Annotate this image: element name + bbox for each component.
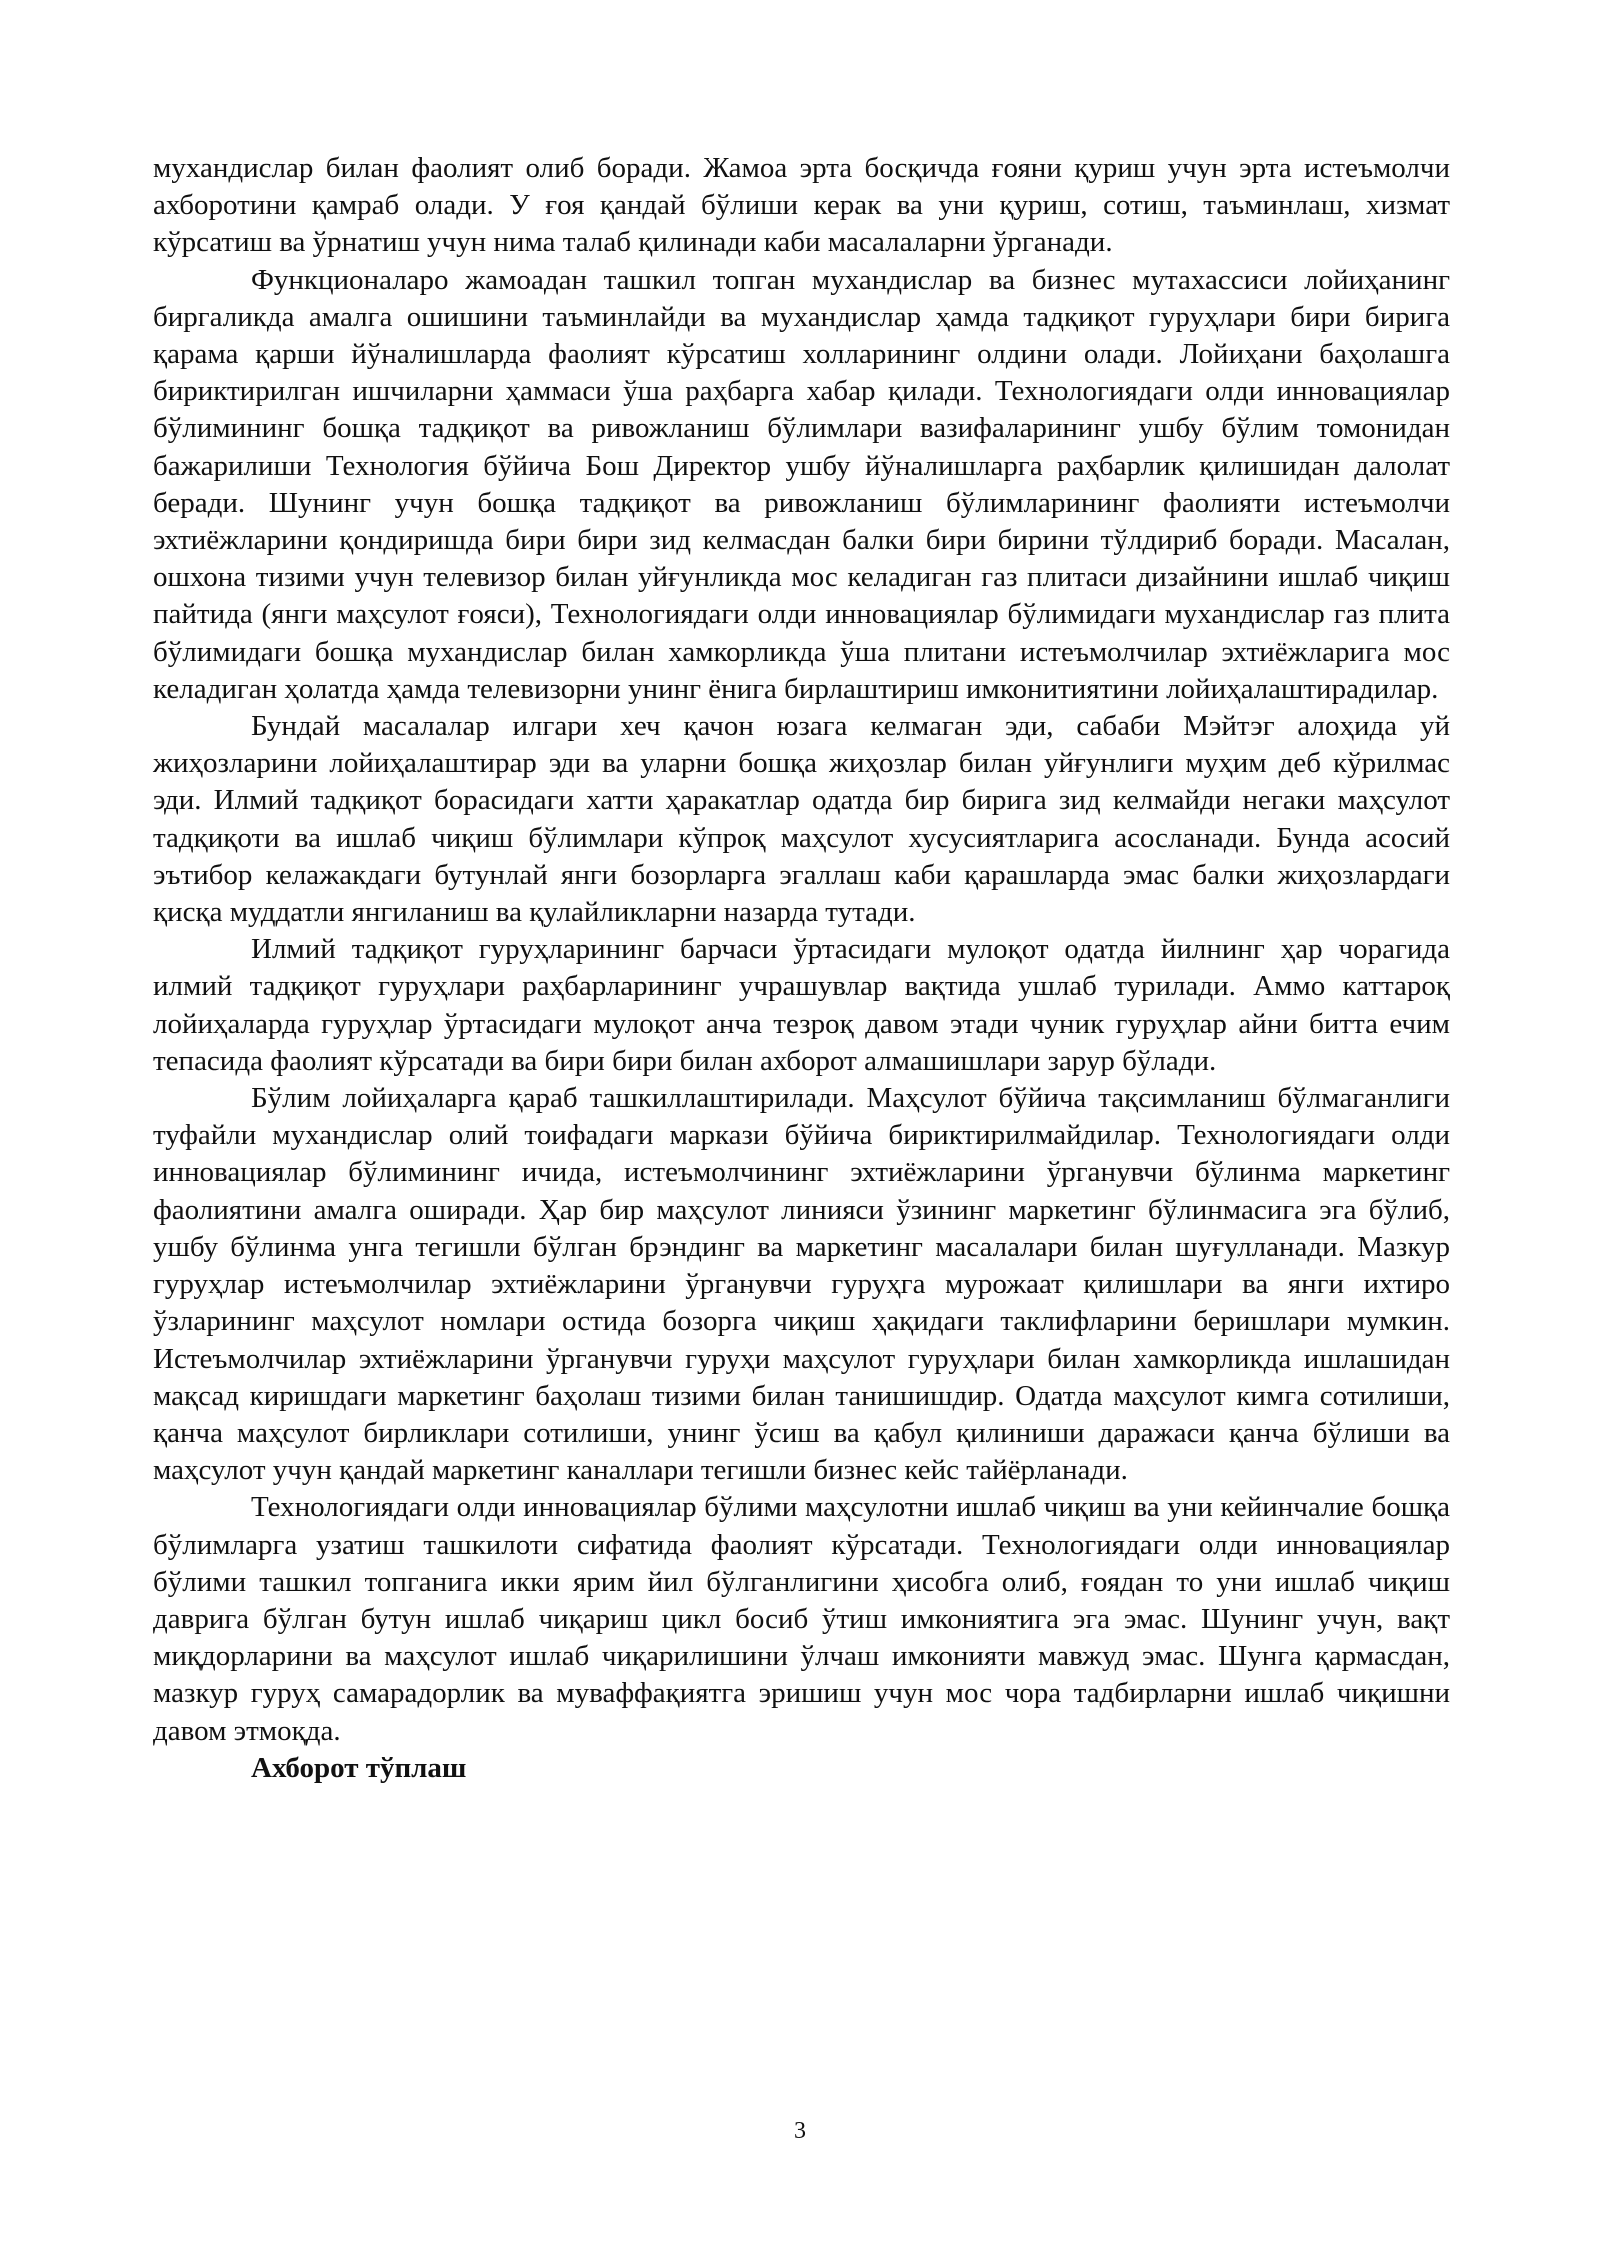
body-text [153, 150, 1450, 1787]
paragraph: Технологиядаги олди инновациялар бўлими маҳсулотни ишлаб чиқиш ва уни кейинчалие бошқа бўлимларга узатиш ташкилоти сифатида фаолият кўрсатади. Технологиядаги олди инновациялар бўлими ташкил топганига икки ярим йил бўлганлигини ҳисобга олиб, ғоядан то уни ишлаб чиқиш даврига бўлган бутун ишлаб чиқариш цикл босиб ўтиш имкониятига эга эмас. Шунинг учун, вақт миқдорларини ва маҳсулот ишлаб чиқарилишини ўлчаш имконияти мавжуд эмас. Шунга қармасдан, мазкур гуруҳ самарадорлик ва муваффақиятга эришиш учун мос чора тадбирларни ишлаб чиқишни давом этмоқда. [153, 1491, 1450, 1747]
paragraph: мухандислар билан фаолият олиб боради. Жамоа эрта босқичда ғояни қуриш учун эрта истеъмолчи ахборотини қамраб олади. У ғоя қандай бўлиши керак ва уни қуриш, сотиш, таъминлаш, хизмат кўрсатиш ва ўрнатиш учун нима талаб қилинади каби масалаларни ўрганади. [153, 152, 1450, 259]
paragraph: Илмий тадқиқот гуруҳларининг барчаси ўртасидаги мулоқот одатда йилнинг ҳар чорагида илмий тадқиқот гуруҳлари раҳбарларининг учрашувлар вақтида ушлаб турилади. Аммо каттароқ лойиҳаларда гуруҳлар ўртасидаги мулоқот анча тезроқ давом этади чуник гуруҳлар айни битта ечим тепасида фаолият кўрсатади ва бири бири билан ахборот алмашишлари зарур бўлади. [153, 933, 1450, 1077]
paragraph: Бундай масалалар илгари хеч қачон юзага келмаган эди, сабаби Мэйтэг алоҳида уй жиҳозларини лойиҳалаштирар эди ва уларни бошқа жиҳозлар билан уйғунлиги муҳим деб кўрилмас эди. Илмий тадқиқот борасидаги хатти ҳаракатлар одатда бир бирига зид келмайди негаки маҳсулот тадқиқоти ва ишлаб чиқиш бўлимлари кўпроқ маҳсулот хусусиятларига асосланади. Бунда асосий эътибор келажакдаги бутунлай янги бозорларга эгаллаш каби қарашларда эмас балки жиҳозлардаги қисқа муддатли янгиланиш ва қулайликларни назарда тутади. [153, 710, 1450, 929]
section-heading: Ахборот тўплаш [251, 1751, 467, 1784]
page-number: 3 [794, 2118, 806, 2144]
paragraph: Функционаларо жамоадан ташкил топган мухандислар ва бизнес мутахассиси лойиҳанинг биргаликда амалга ошишини таъминлайди ва мухандислар ҳамда тадқиқот гуруҳлари бири бирига қарама қарши йўналишларда фаолият кўрсатиш холларининг олдини олади. Лойиҳани баҳолашга бириктирилган ишчиларни ҳаммаси ўша раҳбарга хабар қилади. Технологиядаги олди инновациялар бўлимининг бошқа тадқиқот ва ривожланиш бўлимлари вазифаларининг ушбу бўлим томонидан бажарилиши Технология бўйича Бош Директор ушбу йўналишларга раҳбарлик қилишидан далолат беради. Шунинг учун бошқа тадқиқот ва ривожланиш бўлимларининг фаолияти истеъмолчи эхтиёжларини қондиришда бири бири зид келмасдан балки бири бирини тўлдириб боради. Масалан, ошхона тизими учун телевизор билан уйғунликда мос келадиган газ плитаси дизайнини ишлаб чиқиш пайтида (янги маҳсулот ғояси), Технологиядаги олди инновациялар бўлимидаги мухандислар газ плита бўлимидаги бошқа мухандислар билан хамкорликда ўша плитани истеъмолчилар эхтиёжларига мос келадиган ҳолатда ҳамда телевизорни унинг ёнига бирлаштириш имконитиятини лойиҳалаштирадилар. [153, 263, 1450, 705]
paragraph: Бўлим лойиҳаларга қараб ташкиллаштирилади. Маҳсулот бўйича тақсимланиш бўлмаганлиги туфайли мухандислар олий тоифадаги маркази бўйича бириктирилмайдилар. Технологиядаги олди инновациялар бўлимининг ичида, истеъмолчининг эхтиёжларини ўрганувчи бўлинма маркетинг фаолиятини амалга оширади. Ҳар бир маҳсулот линияси ўзининг маркетинг бўлинмасига эга бўлиб, ушбу бўлинма унга тегишли бўлган брэндинг ва маркетинг масалалари билан шуғулланади. Мазкур гуруҳлар истеъмолчилар эхтиёжларини ўрганувчи гуруҳга мурожаат қилишлари ва янги ихтиро ўзларининг маҳсулот номлари остида бозорга чиқиш ҳақидаги таклифларини беришлари мумкин. Истеъмолчилар эхтиёжларини ўрганувчи гуруҳи маҳсулот гуруҳлари билан хамкорликда ишлашидан мақсад киришдаги маркетинг баҳолаш тизими билан танишишдир. Одатда маҳсулот кимга сотилиши, қанча маҳсулот бирликлари сотилиши, унинг ўсиш ва қабул қилиниши даражаси қанча бўлиши ва маҳсулот учун қандай маркетинг каналлари тегишли бизнес кейс тайёрланади. [153, 1082, 1450, 1487]
